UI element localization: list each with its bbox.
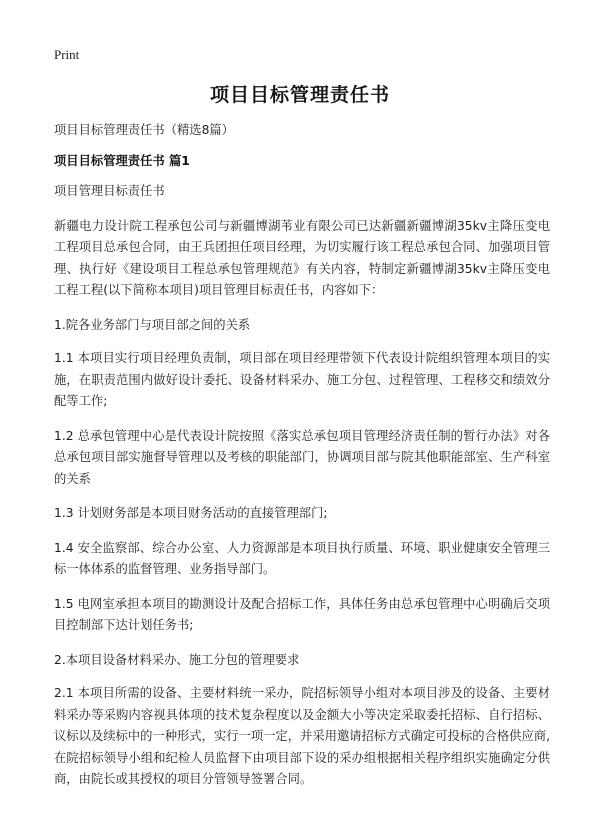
paragraph-1-5: 1.5 电网室承担本项目的勘测设计及配合招标工作，具体任务由总承包管理中心明确后交项目控制部下达计划任务书;: [54, 596, 550, 632]
paragraph-1-1: 1.1 本项目实行项目经理负责制，项目部在项目经理带领下代表设计院组织管理本项目的实施，在职责范围内做好设计委托、设备材料采办、施工分包、过程管理、工程移交和绩效分配等工作;: [54, 351, 550, 408]
chapter-title: 项目目标管理责任书 篇1: [54, 153, 190, 168]
section-heading-1: 1.院各业务部门与项目部之间的关系: [54, 317, 251, 332]
section-heading: 项目管理目标责任书: [54, 184, 165, 198]
paragraph-2-1: 2.1 本项目所需的设备、主要材料统一采办，院招标领导小组对本项目涉及的设备、主要材料采办等采购内容视具体项的技术复杂程度以及金额大小等决定采取委托招标、自行招标、议标以及续标中的一种形式，实行一项一定，并采用邀请招标方式确定可投标的合格供应商,在院招标领导小组和纪检人员监督下由项目部下设的采办组根据相关程序组织实施确定分供商，由院长或其授权的项目分管领导签署合同。: [54, 686, 550, 786]
document-subtitle: 项目目标管理责任书（精选8篇）: [54, 123, 234, 137]
section-heading-2: 2.本项目设备材料采办、施工分包的管理要求: [54, 652, 300, 667]
document-body: [54, 120, 550, 804]
page-title: 项目目标管理责任书: [209, 84, 390, 106]
paragraph-1-2: 1.2 总承包管理中心是代表设计院按照《落实总承包项目管理经济责任制的暂行办法》对各总承包项目部实施督导管理以及考核的职能部门，协调项目部与院其他职能部室、生产科室的关系: [54, 428, 550, 486]
paragraph-1-4: 1.4 安全监察部、综合办公室、人力资源部是本项目执行质量、环境、职业健康安全管理三标一体体系的监督管理、业务指导部门。: [54, 540, 550, 576]
print-label: Print: [54, 47, 80, 62]
paragraph-1-3: 1.3 计划财务部是本项目财务活动的直接管理部门;: [54, 506, 328, 520]
paragraph-intro: 新疆电力设计院工程承包公司与新疆博湖苇业有限公司已达新疆新疆博湖35kv主降压变电工程项目总承包合同，由王兵团担任项目经理，为切实履行该工程总承包合同、加强项目管理、执行好《建设项目工程总承包管理规范》有关内容，特制定新疆博湖35kv主降压变电工程工程(以下简称本项目)项目管理目标责任书，内容如下：: [54, 218, 550, 297]
